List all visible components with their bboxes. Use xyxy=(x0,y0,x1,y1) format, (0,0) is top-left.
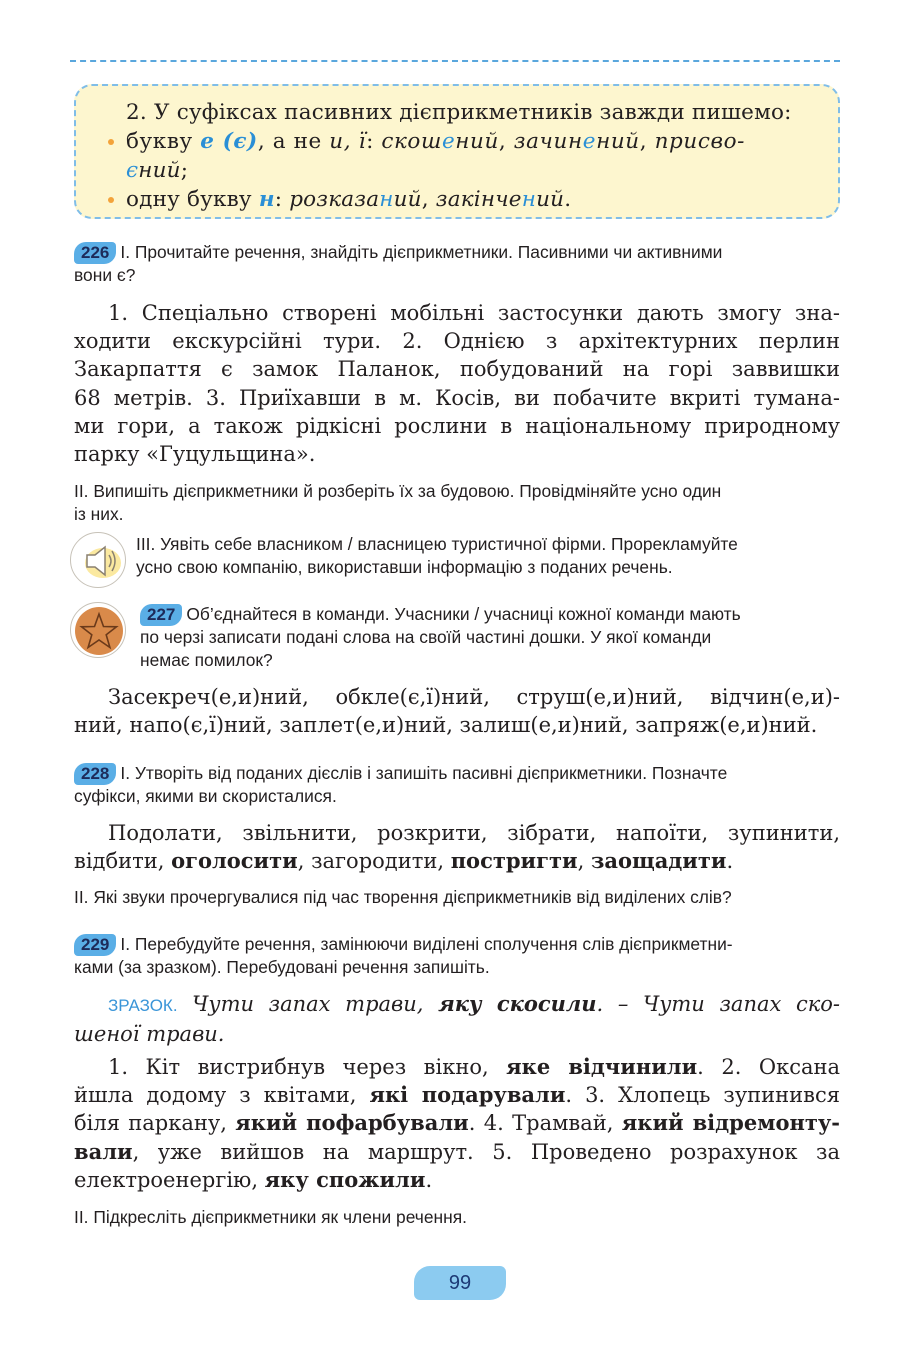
task-228-question-2: ІІ. Які звуки прочергувалися під час творення дієприкметників від виділених слів? xyxy=(74,887,732,907)
task-226-question-3: ІІІ. Уявіть себе власником / власницею туристичної фірми. Прорекламуйте усно свою компанію, використавши інформацію з поданих речень. xyxy=(136,534,738,577)
task-229-example: ЗРАЗОК. Чути запах трави, яку скосили. – Чути запах ско- шеної трави. xyxy=(74,991,840,1047)
task-number-badge: 228 xyxy=(74,763,116,785)
example-label: ЗРАЗОК. xyxy=(108,996,178,1015)
task-226-question-2: ІІ. Випишіть дієприкметники й розберіть їх за будовою. Провідміняйте усно один із них. xyxy=(74,481,722,524)
rule-box xyxy=(74,84,840,219)
task-228-words: Подолати, звільнити, розкрити, зібрати, напоїти, зупинити, відбити, оголосити, загородити, постригти, заощадити. xyxy=(74,821,840,874)
task-227-words: Засекреч(е,и)ний, обкле(є,ї)ний, струш(е,и)ний, відчин(е,и)- ний, напо(є,ї)ний, заплет(е,и)ний, залиш(е,и)ний, запряж(е,и)ний. xyxy=(74,685,840,738)
speaker-icon xyxy=(70,532,126,588)
task-number-badge: 229 xyxy=(74,934,116,956)
rule-line-3: єний; xyxy=(126,158,189,183)
task-226-sentences: 1. Спеціально створені мобільні застосунки дають змогу зна- ходити екскурсійні тури. 2. Однією з архітектурних перлин Закарпаття є замок Паланок, побудований на горі заввишки 68 метрів. 3. Приїхавши в м. Косів, ви побачите вкриті тумана- ми гори, а також рідкісні рослини в національному природному парку «Гуцульщина». xyxy=(74,301,840,467)
rule-line-2: букву е (є), а не и, ї: скошений, зачинений, присво- xyxy=(126,127,822,156)
rule-line-1: 2. У суфіксах пасивних дієприкметників завжди пишемо: xyxy=(126,100,792,125)
top-dashed-rule xyxy=(70,60,840,62)
task-226-question-1: 226 І. Прочитайте речення, знайдіть дієприкметники. Пасивними чи активними вони є? xyxy=(74,242,723,285)
star-icon xyxy=(70,602,126,658)
rule-line-4: одну букву н: розказаний, закінчений. xyxy=(126,185,822,214)
task-228-question-1: 228 І. Утворіть від поданих дієслів і запишіть пасивні дієприкметники. Позначте суфікси, якими ви скористалися. xyxy=(74,763,728,806)
task-227-question: 227 Об’єднайтеся в команди. Учасники / учасниці кожної команди мають по черзі записати подані слова на своїй частині дошки. У якої команди немає помилок? xyxy=(140,604,741,670)
page-number: 99 xyxy=(414,1266,506,1300)
task-229-sentences: 1. Кіт вистрибнув через вікно, яке відчинили. 2. Оксана йшла додому з квітами, які подарували. 3. Хлопець зупинився біля паркану, який пофарбували. 4. Трамвай, який відремонту- вали, уже вийшов на маршрут. 5. Проведено розрахунок за електроенергію, яку спожили. xyxy=(74,1054,841,1192)
task-number-badge: 226 xyxy=(74,242,116,264)
task-229-question-2: ІІ. Підкресліть дієприкметники як члени речення. xyxy=(74,1207,467,1227)
task-number-badge: 227 xyxy=(140,604,182,626)
task-229-question-1: 229 І. Перебудуйте речення, замінюючи виділені сполучення слів дієприкметни- ками (за зразком). Перебудовані речення запишіть. xyxy=(74,934,733,977)
